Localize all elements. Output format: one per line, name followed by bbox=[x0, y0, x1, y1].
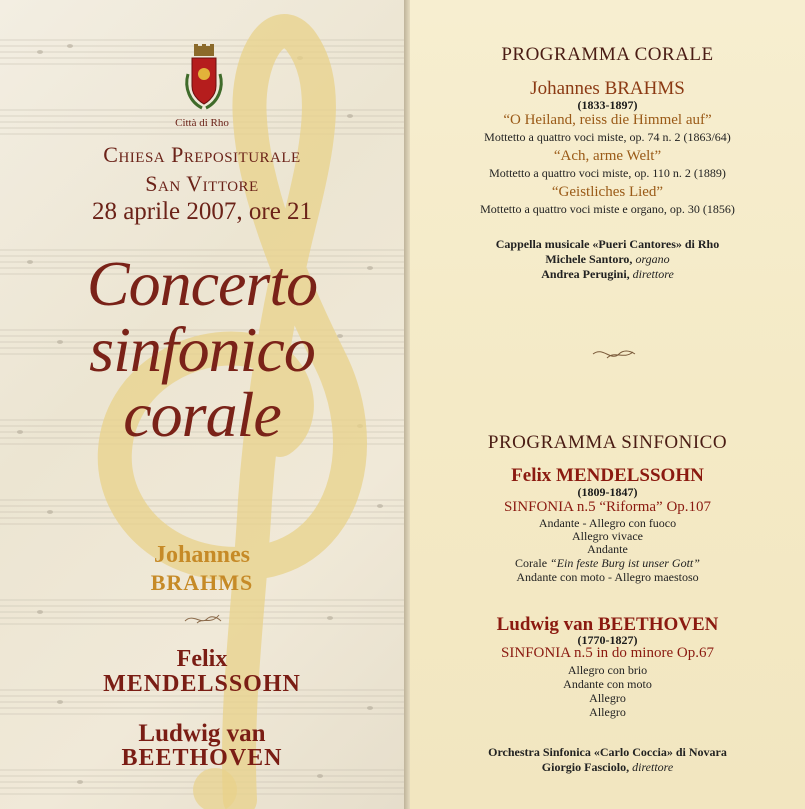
church-name-line1: Chiesa Prepositurale bbox=[103, 142, 301, 167]
piece-title: “O Heiland, reiss die Himmel auf” bbox=[503, 112, 712, 128]
movement: Andante con moto - Allegro maestoso bbox=[516, 570, 699, 584]
composer-years: (1770-1827) bbox=[577, 633, 638, 647]
movement bbox=[410, 556, 805, 571]
corale-label: Corale bbox=[515, 556, 551, 570]
composer-last-name: BRAHMS bbox=[150, 570, 254, 595]
composer-first-name: Ludwig van bbox=[138, 720, 266, 747]
piece-description: Mottetto a quattro voci miste e organo, op. 30 (1856) bbox=[480, 202, 735, 216]
title-line2: sinfonico bbox=[89, 314, 315, 385]
organist-role: organo bbox=[635, 252, 670, 266]
choir-conductor bbox=[410, 267, 805, 282]
ornament-flourish-icon bbox=[183, 611, 223, 627]
composer-years: (1833-1897) bbox=[577, 98, 638, 112]
corale-title: “Ein feste Burg ist unser Gott” bbox=[550, 556, 700, 570]
movement: Andante con moto bbox=[563, 677, 652, 691]
piece-title: “Ach, arme Welt” bbox=[553, 148, 662, 164]
composer-first-name: Felix bbox=[176, 646, 228, 672]
symphonic-composer: Ludwig van BEETHOVEN bbox=[496, 614, 719, 635]
conductor-role: direttore bbox=[632, 267, 674, 281]
church-name-line2: San Vittore bbox=[145, 171, 259, 196]
composer-years: (1809-1847) bbox=[577, 485, 638, 499]
title-line1: Concerto bbox=[86, 248, 318, 319]
movement: Allegro vivace bbox=[572, 529, 643, 543]
symphony-title: SINFONIA n.5 in do minore Op.67 bbox=[501, 645, 714, 661]
symphonic-composer: Felix MENDELSSOHN bbox=[511, 465, 704, 486]
conductor-name: Andrea Perugini, bbox=[541, 267, 630, 281]
composer-first-name: Johannes bbox=[153, 542, 251, 568]
choir-ensemble: Cappella musicale «Pueri Cantores» di Rho bbox=[495, 237, 720, 251]
conductor-name: Giorgio Fasciolo, bbox=[541, 760, 630, 774]
town-name: Città di Rho bbox=[175, 117, 229, 129]
composer-last-name: BEETHOVEN bbox=[121, 745, 283, 771]
organist-name: Michele Santoro, bbox=[545, 252, 633, 266]
composer-last-name: MENDELSSOHN bbox=[103, 671, 301, 697]
piece-description: Mottetto a quattro voci miste, op. 110 n. 2 (1889) bbox=[489, 166, 726, 180]
movement: Allegro bbox=[589, 705, 626, 719]
orchestra-name: Orchestra Sinfonica «Carlo Coccia» di Novara bbox=[488, 745, 727, 759]
piece-description: Mottetto a quattro voci miste, op. 74 n. 2 (1863/64) bbox=[484, 130, 731, 144]
symphonic-program-heading: PROGRAMMA SINFONICO bbox=[487, 432, 728, 453]
orchestra-conductor bbox=[410, 760, 805, 775]
title-line3: corale bbox=[123, 379, 281, 450]
piece-title: “Geistliches Lied” bbox=[551, 184, 664, 200]
movement: Allegro bbox=[589, 691, 626, 705]
choral-program-heading: PROGRAMMA CORALE bbox=[501, 44, 714, 65]
movement: Andante bbox=[587, 542, 628, 556]
movement: Andante - Allegro con fuoco bbox=[538, 516, 677, 530]
conductor-role: direttore bbox=[632, 760, 674, 774]
organist bbox=[410, 252, 805, 267]
symphony-title bbox=[410, 499, 805, 516]
choral-composer: Johannes BRAHMS bbox=[530, 78, 685, 99]
symphony-opus: Op.107 bbox=[662, 499, 712, 515]
symphony-nickname: “Riforma” bbox=[599, 499, 663, 515]
movement: Allegro con brio bbox=[567, 663, 648, 677]
concert-date: 28 aprile 2007, ore 21 bbox=[91, 198, 313, 225]
program-panel bbox=[410, 0, 805, 809]
ornament-flourish-icon bbox=[591, 346, 637, 362]
town-crest-icon bbox=[180, 44, 228, 116]
symphony-prefix: SINFONIA n.5 bbox=[503, 499, 600, 515]
